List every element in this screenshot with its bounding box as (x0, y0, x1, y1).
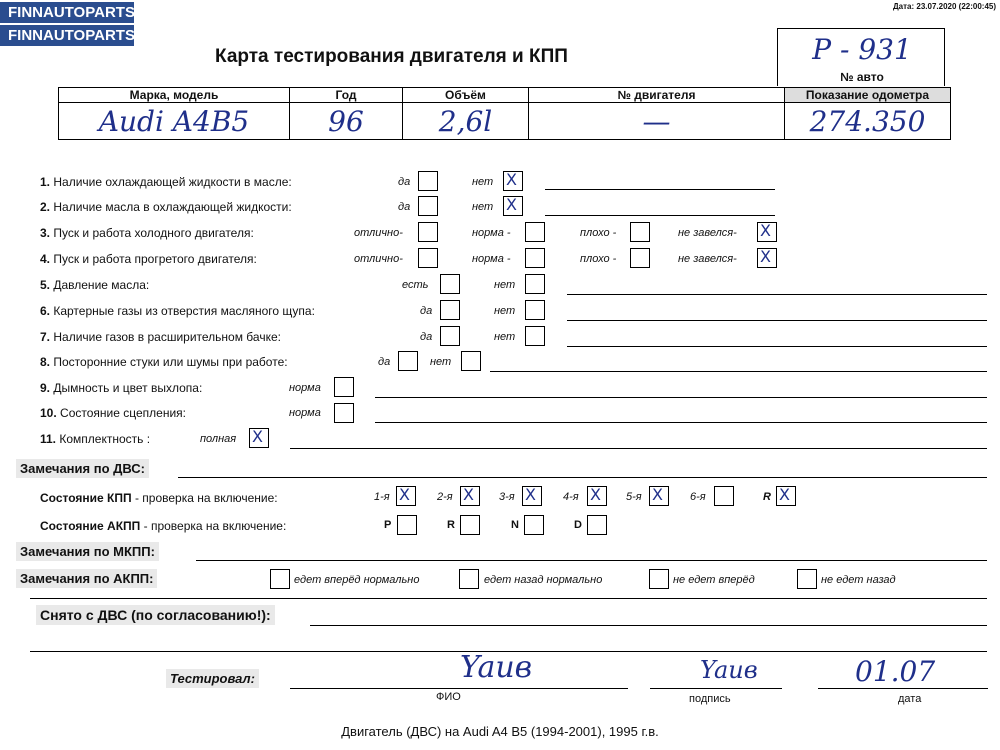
kpp-suffix: - проверка на включение: (131, 491, 278, 505)
akpp-opt-label: едет назад нормально (484, 574, 603, 586)
val-engine-no: — (529, 103, 785, 140)
checkbox-checked[interactable] (587, 486, 607, 506)
header-table (58, 87, 951, 140)
checkbox[interactable] (525, 300, 545, 320)
opt-nz: не завелся- (678, 227, 737, 239)
col-model: Марка, модель (59, 88, 290, 103)
checkbox-checked[interactable] (396, 486, 416, 506)
opt-otl: отлично- (354, 253, 403, 265)
akpp-suffix: - проверка на включение: (140, 519, 287, 533)
checkbox[interactable] (270, 569, 290, 589)
checkbox[interactable] (460, 515, 480, 535)
akpp-label: Состояние АКПП (40, 519, 141, 533)
opt-da: да (398, 201, 411, 213)
item-number: 3. (40, 226, 51, 240)
fill-line (290, 688, 628, 689)
checkbox[interactable] (398, 351, 418, 371)
fill-line (310, 625, 987, 626)
tested-label: Тестировал: (166, 669, 259, 688)
checkbox[interactable] (440, 274, 460, 294)
mkpp-remarks-label: Замечания по МКПП: (16, 542, 159, 561)
item-label: Состояние сцепления: (60, 406, 186, 420)
kpp-row (40, 491, 278, 505)
gear-label: 2-я (437, 491, 453, 503)
opt-net: нет (472, 201, 494, 213)
col-engine-no: № двигателя (529, 88, 785, 103)
item-number: 10. (40, 406, 57, 420)
fill-line (650, 688, 782, 689)
page-title: Карта тестирования двигателя и КПП (215, 46, 568, 67)
gear-label: R (763, 491, 771, 503)
item-label: Наличие газов в расширительном бачке: (53, 330, 281, 344)
akpp-gear-label: P (384, 519, 392, 531)
checkbox[interactable] (714, 486, 734, 506)
item-row (40, 226, 254, 240)
checkbox-checked[interactable] (503, 196, 523, 216)
akpp-gear-label: D (574, 519, 582, 531)
check-mark: X (506, 195, 517, 214)
item-row (40, 200, 292, 214)
checkbox-checked[interactable] (757, 222, 777, 242)
col-year: Год (290, 88, 403, 103)
check-mark: X (760, 247, 771, 266)
fill-line (818, 688, 988, 689)
opt-net: нет (494, 331, 516, 343)
item-row (40, 330, 281, 344)
checkbox[interactable] (461, 351, 481, 371)
date-stamp: Дата: 23.07.2020 (22:00:45) (892, 2, 996, 11)
val-year: 96 (290, 103, 403, 140)
fill-line (30, 598, 987, 599)
check-mark: X (760, 221, 771, 240)
kpp-label: Состояние КПП (40, 491, 132, 505)
opt-ploho: плохо - (580, 227, 617, 239)
checkbox-checked[interactable] (776, 486, 796, 506)
item-row (40, 252, 257, 266)
item-number: 2. (40, 200, 51, 214)
checkbox-checked[interactable] (249, 428, 269, 448)
checkbox-checked[interactable] (757, 248, 777, 268)
gear-label: 4-я (563, 491, 579, 503)
checkbox-checked[interactable] (503, 171, 523, 191)
item-row (40, 278, 149, 292)
item-row (40, 432, 150, 446)
watermark-logo: FINNAUTOPARTS (0, 2, 134, 23)
val-odometer: 274.350 (785, 103, 951, 140)
opt-norma: норма - (472, 227, 511, 239)
item-row (40, 355, 288, 369)
akpp-row (40, 519, 286, 533)
opt-da: да (398, 176, 411, 188)
check-mark: X (252, 427, 263, 446)
akpp-opt-label: едет вперёд нормально (294, 574, 420, 586)
checkbox[interactable] (525, 248, 545, 268)
checkbox[interactable] (334, 377, 354, 397)
fill-line (178, 477, 987, 478)
val-model: Audi A4B5 (59, 103, 290, 140)
checkbox-checked[interactable] (522, 486, 542, 506)
checkbox[interactable] (418, 196, 438, 216)
opt-est: есть (402, 279, 429, 291)
fill-line (567, 320, 987, 321)
item-label: Посторонние стуки или шумы при работе: (53, 355, 288, 369)
opt-nz: не завелся- (678, 253, 737, 265)
caption: Двигатель (ДВС) на Audi A4 B5 (1994-2001), 1995 г.в. (341, 724, 659, 739)
item-label: Картерные газы из отверстия масляного щупа: (53, 304, 315, 318)
opt-net: нет (472, 176, 494, 188)
item-number: 6. (40, 304, 51, 318)
check-mark: X (525, 485, 536, 504)
item-number: 7. (40, 330, 51, 344)
col-volume: Объём (403, 88, 529, 103)
checkbox[interactable] (525, 222, 545, 242)
check-mark: X (590, 485, 601, 504)
opt-net: нет (494, 279, 516, 291)
fill-line (490, 371, 987, 372)
item-number: 8. (40, 355, 51, 369)
akpp-gear-label: R (447, 519, 455, 531)
val-volume: 2,6l (403, 103, 529, 140)
checkbox[interactable] (418, 222, 438, 242)
opt-otl: отлично- (354, 227, 403, 239)
fill-line (567, 294, 987, 295)
opt-da: да (420, 331, 433, 343)
item-row (40, 175, 292, 189)
item-row (40, 381, 202, 395)
item-label: Дымность и цвет выхлопа: (53, 381, 203, 395)
checkbox[interactable] (797, 569, 817, 589)
check-mark: X (652, 485, 663, 504)
fill-line (196, 560, 987, 561)
checkbox[interactable] (525, 274, 545, 294)
item-number: 9. (40, 381, 51, 395)
item-label: Наличие масла в охлаждающей жидкости: (53, 200, 292, 214)
gear-label: 5-я (626, 491, 642, 503)
avto-label: № авто (840, 70, 884, 84)
checkbox[interactable] (525, 326, 545, 346)
akpp-opt-label: не едет вперёд (673, 574, 755, 586)
check-mark: X (506, 170, 517, 189)
data-label: дата (898, 693, 922, 705)
item-label: Пуск и работа прогретого двигателя: (53, 252, 257, 266)
akpp-gear-label: N (511, 519, 519, 531)
date-value: 01.07 (855, 655, 936, 688)
fill-line (290, 448, 987, 449)
opt-ploho: плохо - (580, 253, 617, 265)
checkbox-checked[interactable] (460, 486, 480, 506)
checkbox[interactable] (440, 326, 460, 346)
opt-norma: норма (289, 382, 321, 394)
checkbox[interactable] (587, 515, 607, 535)
checkbox[interactable] (524, 515, 544, 535)
check-mark: X (463, 485, 474, 504)
checkbox-checked[interactable] (649, 486, 669, 506)
opt-norma: норма (289, 407, 321, 419)
col-odometer: Показание одометра (785, 88, 951, 103)
check-mark: X (399, 485, 410, 504)
fill-line (375, 422, 987, 423)
checkbox[interactable] (440, 300, 460, 320)
opt-norma: норма - (472, 253, 511, 265)
item-row (40, 304, 315, 318)
checkbox[interactable] (630, 222, 650, 242)
fio-label: ФИО (436, 691, 461, 703)
item-number: 1. (40, 175, 51, 189)
item-row (40, 406, 186, 420)
checkbox[interactable] (418, 171, 438, 191)
avto-box (777, 28, 945, 86)
signature: Yauв (700, 656, 758, 684)
opt-da: да (420, 305, 433, 317)
opt-net: нет (430, 356, 452, 368)
item-label: Давление масла: (53, 278, 150, 292)
akpp-opt-label: не едет назад (821, 574, 896, 586)
removed-label: Снято с ДВС (по согласованию!): (36, 605, 275, 625)
fill-line (545, 215, 775, 216)
item-number: 5. (40, 278, 51, 292)
item-label: Наличие охлаждающей жидкости в масле: (53, 175, 292, 189)
item-label: Пуск и работа холодного двигателя: (53, 226, 254, 240)
checkbox[interactable] (334, 403, 354, 423)
opt-net: нет (494, 305, 516, 317)
dvs-remarks-label: Замечания по ДВС: (16, 459, 149, 478)
fill-line (567, 346, 987, 347)
item-label: Комплектность : (59, 432, 151, 446)
fill-line (545, 189, 775, 190)
gear-label: 6-я (690, 491, 706, 503)
gear-label: 1-я (374, 491, 390, 503)
item-number: 4. (40, 252, 51, 266)
check-mark: X (779, 485, 790, 504)
gear-label: 3-я (499, 491, 515, 503)
avto-number: P - 931 (812, 33, 912, 66)
checkbox[interactable] (649, 569, 669, 589)
signature-fio: Yauв (460, 650, 533, 685)
fill-line (375, 397, 987, 398)
item-number: 11. (40, 432, 57, 446)
checkbox[interactable] (418, 248, 438, 268)
checkbox[interactable] (459, 569, 479, 589)
podpis-label: подпись (689, 693, 731, 705)
checkbox[interactable] (397, 515, 417, 535)
opt-polnaya: полная (200, 433, 237, 445)
checkbox[interactable] (630, 248, 650, 268)
watermark-logo: FINNAUTOPARTS (0, 25, 134, 46)
opt-da: да (378, 356, 391, 368)
akpp-remarks-label: Замечания по АКПП: (16, 569, 157, 588)
